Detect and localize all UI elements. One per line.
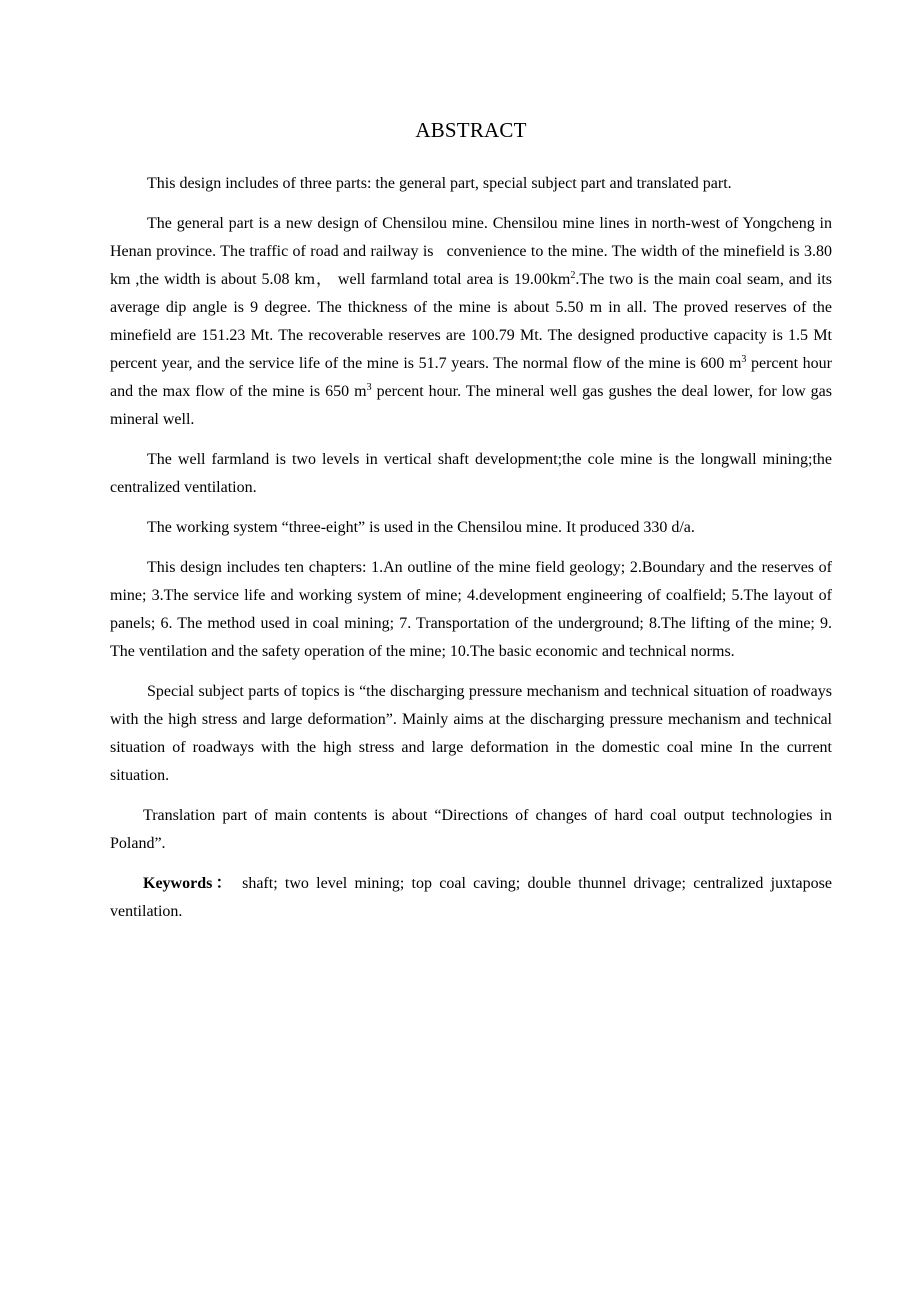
page-title: ABSTRACT	[415, 118, 527, 142]
keywords-label: Keywords：	[143, 875, 235, 892]
paragraph-general-part-text-b: .The two is the main coal seam, and its average dip angle is 9 degree. The thickness of the mine is about 5.50 m in all. The proved reserves of the minefield are 151.23 Mt. The recoverable reserves are 100.79 Mt. The designed productive capacity is 1.5 Mt percent year, and the service life of the mine is 51.7 years. The normal flow of the mine is 600 m	[110, 271, 833, 372]
paragraph-special-subject: Special subject parts of topics is “the discharging pressure mechanism and technical situation of roadways with the high stress and large deformation”. Mainly aims at the discharging pressure mechanism and technical situation of roadways with the high stress and large deformation in the domestic coal mine In the current situation.	[110, 683, 832, 784]
paragraph-general-part	[110, 210, 832, 434]
abstract-page	[110, 116, 832, 938]
superscript-km2: 2	[570, 270, 576, 281]
paragraph-chapters: This design includes ten chapters: 1.An outline of the mine field geology; 2.Boundary and the reserves of mine; 3.The service life and working system of mine; 4.development engineering of coalfield; 5.The layout of panels; 6. The method used in coal mining; 7. Transportation of the underground; 8.The lifting of the mine; 9. The ventilation and the safety operation of the mine; 10.The basic economic and technical norms.	[110, 559, 832, 660]
superscript-m3-normal: 3	[741, 354, 747, 365]
superscript-m3-max: 3	[366, 382, 372, 393]
paragraph-working-system: The working system “three-eight” is used in the Chensilou mine. It produced 330 d/a.	[147, 519, 695, 536]
paragraph-general-part-text-c: percent hour and the max flow of the mine is 650 m	[110, 355, 832, 400]
paragraph-development: The well farmland is two levels in vertical shaft development;the cole mine is the longwall mining;the centralized ventilation.	[110, 451, 832, 496]
paragraph-general-part-text-a: The general part is a new design of Chensilou mine. Chensilou mine lines in north-west of Yongcheng in Henan province. The traffic of road and railway is convenience to the mine. The width of the minefield is 3.80 km ,the width is about 5.08 km， well farmland total area is 19.00km	[110, 215, 832, 288]
keywords-text: shaft; two level mining; top coal caving; double thunnel drivage; centralized juxtapose ventilation.	[110, 875, 832, 920]
paragraph-general-part-text-d: percent hour. The mineral well gas gushes the deal lower, for low gas mineral well.	[110, 383, 833, 428]
paragraph-overview: This design includes of three parts: the general part, special subject part and translated part.	[147, 175, 732, 192]
keywords-paragraph	[110, 870, 832, 926]
paragraph-translation: Translation part of main contents is about “Directions of changes of hard coal output technologies in Poland”.	[110, 807, 832, 852]
